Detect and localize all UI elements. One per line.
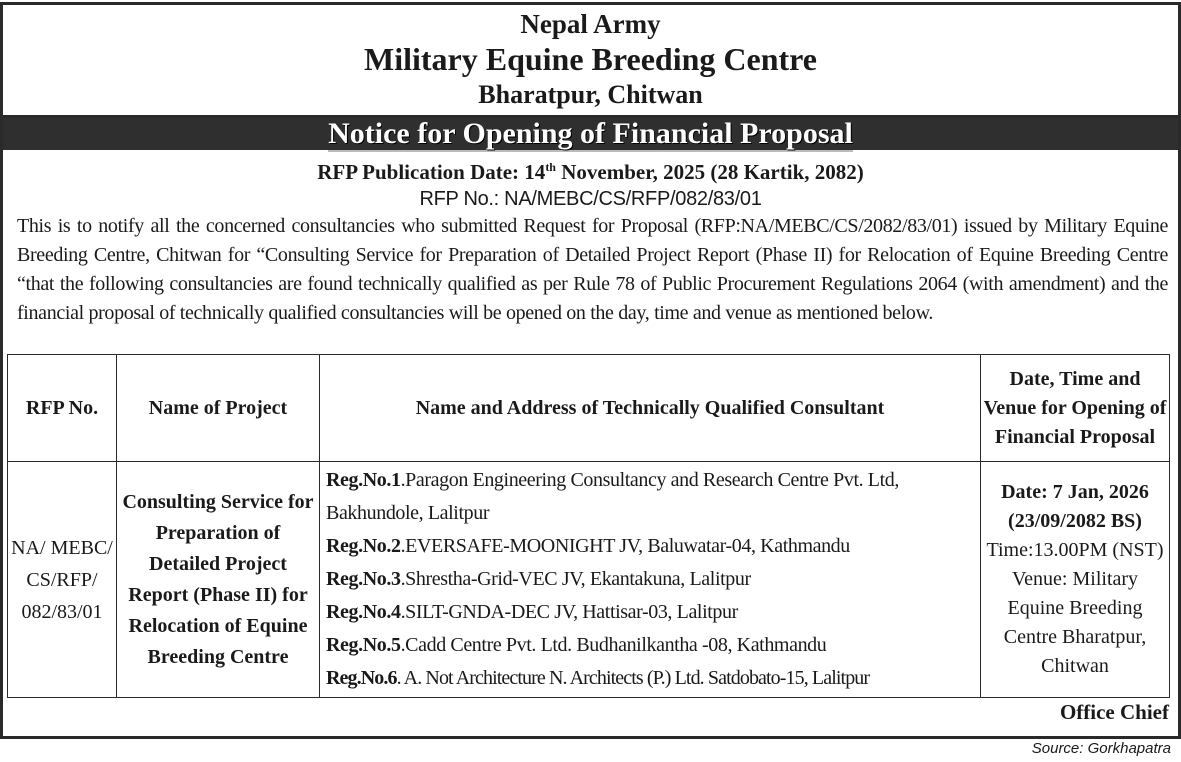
- publication-suffix: November, 2025 (28 Kartik, 2082): [555, 160, 864, 184]
- header-rfp-no: RFP No.: [8, 355, 117, 462]
- centre-location: Bharatpur, Chitwan: [478, 80, 703, 109]
- rfp-no-cell: NA/ MEBC/ CS/RFP/ 082/83/01: [8, 462, 117, 698]
- opening-date: Date: 7 Jan, 2026: [1001, 481, 1149, 503]
- consultant-name: .SILT-GNDA-DEC JV, Hattisar-03, Lalitpur: [400, 601, 738, 623]
- centre-name: Military Equine Breeding Centre: [363, 41, 817, 77]
- reg-no: Reg.No.4: [326, 601, 401, 623]
- title-band: [3, 118, 1178, 150]
- consultant-name: .Cadd Centre Pvt. Ltd. Budhanilkantha -08, Kathmandu: [400, 634, 827, 656]
- consultant-item: [326, 629, 974, 662]
- consultant-item: [326, 596, 974, 629]
- body-paragraph: This is to notify all the concerned consultancies who submitted Request for Proposal (RFP:NA/MEBC/CS/2082/83/01) issued by Military Equine Breeding Centre, Chitwan for “Consulting Service for Preparation of Detailed Project Report (Phase II) for Relocation of Equine Breeding Centre “that the following consultancies are found technically qualified as per Rule 78 of Public Procurement Regulations 2064 (with amendment) and the financial proposal of technically qualified consultancies will be opened on the day, time and venue as mentioned below.: [17, 215, 1168, 324]
- consultant-item: [326, 530, 974, 563]
- publication-sup: th: [545, 160, 556, 174]
- consultant-name: .EVERSAFE-MOONIGHT JV, Baluwatar-04, Kathmandu: [400, 535, 850, 557]
- consultant-name: .Shrestha-Grid-VEC JV, Ekantakuna, Lalitpur: [400, 568, 751, 590]
- publication-date: [3, 153, 1178, 186]
- table-header-row: [8, 355, 1170, 462]
- notice-header: [3, 5, 1178, 118]
- reg-no: Reg.No.6: [326, 667, 397, 689]
- project-cell: Consulting Service for Preparation of Detailed Project Report (Phase II) for Relocation of Equine Breeding Centre: [117, 462, 320, 698]
- header-date-venue: Date, Time and Venue for Opening of Financial Proposal: [981, 355, 1170, 462]
- consultant-name: . A. Not Architecture N. Architects (P.) Ltd. Satdobato-15, Lalitpur: [396, 667, 870, 689]
- consultant-item: [326, 464, 974, 530]
- publication-prefix: RFP Publication Date: 14: [317, 160, 546, 184]
- source-credit: Source: Gorkhapatra: [1031, 740, 1171, 757]
- org-name: Nepal Army: [520, 9, 661, 39]
- notice-title: Notice for Opening of Financial Proposal: [328, 117, 853, 150]
- opening-date-bs: (23/09/2082 BS): [1008, 510, 1142, 532]
- reg-no: Reg.No.1: [326, 469, 401, 491]
- signature: Office Chief: [1059, 700, 1169, 724]
- reg-no: Reg.No.2: [326, 535, 401, 557]
- consultant-table: [7, 354, 1170, 698]
- time-venue: Time:13.00PM (NST) Venue: Military Equine Breeding Centre Bharatpur, Chitwan: [986, 539, 1164, 677]
- header-project: Name of Project: [117, 355, 320, 462]
- consultant-name: .Paragon Engineering Consultancy and Research Centre Pvt. Ltd, Bakhundole, Lalitpur: [326, 469, 899, 524]
- date-venue-cell: [981, 462, 1170, 698]
- header-consultant: Name and Address of Technically Qualified Consultant: [320, 355, 981, 462]
- reg-no: Reg.No.5: [326, 634, 401, 656]
- reg-no: Reg.No.3: [326, 568, 401, 590]
- consultant-item: [326, 662, 974, 695]
- table-row: [8, 462, 1170, 698]
- consultants-cell: [320, 462, 981, 698]
- consultant-item: [326, 563, 974, 596]
- rfp-number-line: RFP No.: NA/MEBC/CS/RFP/082/83/01: [419, 188, 762, 210]
